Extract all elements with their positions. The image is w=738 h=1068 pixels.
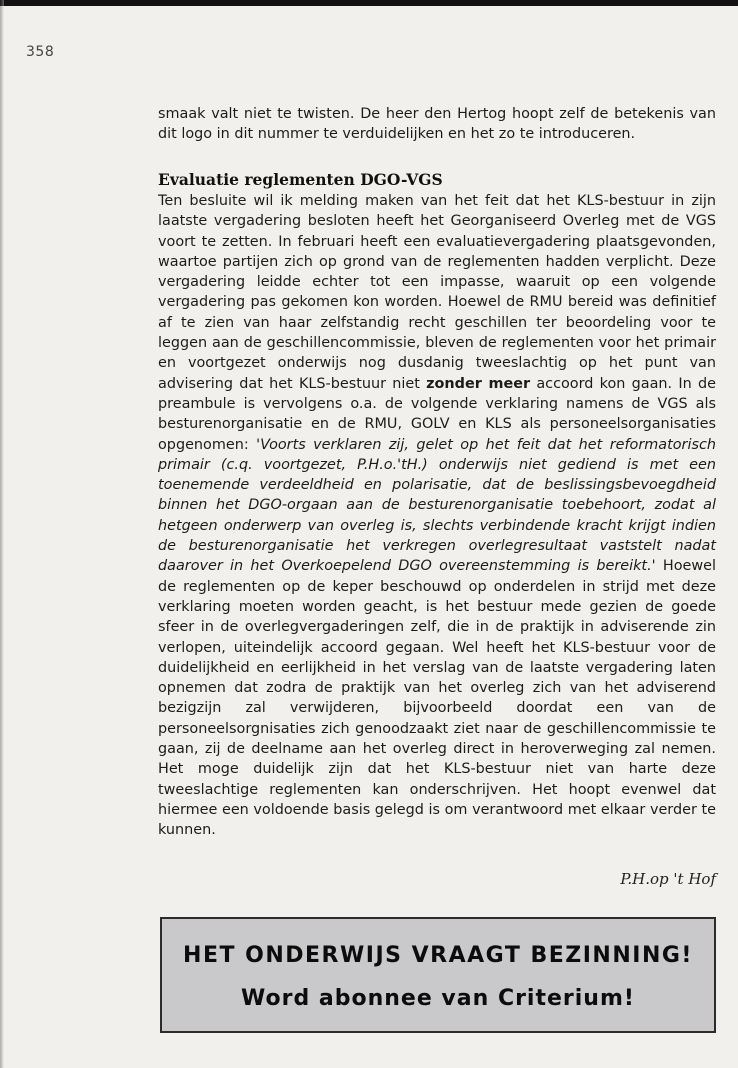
body-text-part-1: Ten besluite wil ik melding maken van het feit dat het KLS-bestuur in zijn laatste vergadering besloten heeft het Georganiseerd Overleg met de VGS voort te zetten. In februari heeft een evaluatievergadering plaatsgevonden, waartoe partijen zich op grond van de reglementen hadden verplicht. Deze vergadering leidde echter tot een impasse, waaruit op een volgende vergadering pas gekomen kon worden. Hoewel de RMU bereid was definitief af te zien van haar zelfstandig recht geschillen ter beoordeling voor te leggen aan de geschillencommissie, bleven de reglementen voor het primair en voortgezet onderwijs nog dusdanig tweeslachtig op het punt van advisering dat het KLS-bestuur niet bbox=[158, 193, 716, 392]
author-signature: P.H.op 't Hof bbox=[620, 870, 716, 888]
quoted-declaration: Voorts verklaren zij, gelet op het feit dat het reformatorisch primair (c.q. voortgezet, P.H.o.'tH.) onderwijs niet gediend is met een toenemende verdeeldheid en polarisatie, dat de beslissingsbevoegdheid binnen het DGO-orgaan aan de besturenorganisatie toebehoort, zodat al hetgeen onderwerp van overleg is, slechts verbindende kracht krijgt indien de besturenorganisatie het verkregen overlegresultaat vaststelt nadat daarover in het Overkoepelend DGO overeenstemming is bereikt. bbox=[158, 436, 716, 575]
emphasis-text: zonder meer bbox=[426, 375, 531, 392]
top-border bbox=[0, 0, 738, 6]
body-text-part-3: ' Hoewel de reglementen op de keper beschouwd op onderdelen in strijd met deze verklaring moeten worden geacht, is het bestuur mede gezien de goede sfeer in de overlegvergaderingen zelf, die in de praktijk in adviserende zin verlopen, uiteindelijk accoord gegaan. Wel heeft het KLS-bestuur voor de duidelijkheid en eerlijkheid in het verslag van de laatste vergadering laten opnemen dat zodra de praktijk van het overleg zich van het adviserend bezigzijn zal verwijderen, bijvoorbeeld doordat een van de personeelsorgnisaties zich genoodzaakt ziet naar de geschillencommissie te gaan, zij de deelname aan het overleg direct in heroverweging zal nemen. Het moge duidelijk zijn dat het KLS-bestuur niet van harte deze tweeslachtige reglementen kan onderschrijven. Het hoopt evenwel dat hiermee een voldoende basis gelegd is om verantwoord met elkaar verder te kunnen. bbox=[158, 558, 716, 839]
banner-subline: Word abonnee van Criterium! bbox=[241, 986, 635, 1011]
section-heading: Evaluatie reglementen DGO-VGS bbox=[158, 170, 443, 189]
page-edge-shadow bbox=[0, 0, 4, 1068]
page-number: 358 bbox=[26, 44, 55, 60]
subscription-banner bbox=[160, 917, 716, 1033]
body-paragraph bbox=[158, 191, 716, 841]
intro-paragraph: smaak valt niet te twisten. De heer den Hertog hoopt zelf de betekenis van dit logo in dit nummer te verduidelijken en het zo te introduceren. bbox=[158, 106, 716, 143]
banner-headline: HET ONDERWIJS VRAAGT BEZINNING! bbox=[183, 943, 693, 968]
body-text-part-2: accoord kon gaan. In de preambule is vervolgens o.a. de volgende verklaring namens de VGS als besturenorganisatie en de RMU, GOLV en KLS als personeelsorganisaties opgenomen: ' bbox=[158, 375, 716, 453]
